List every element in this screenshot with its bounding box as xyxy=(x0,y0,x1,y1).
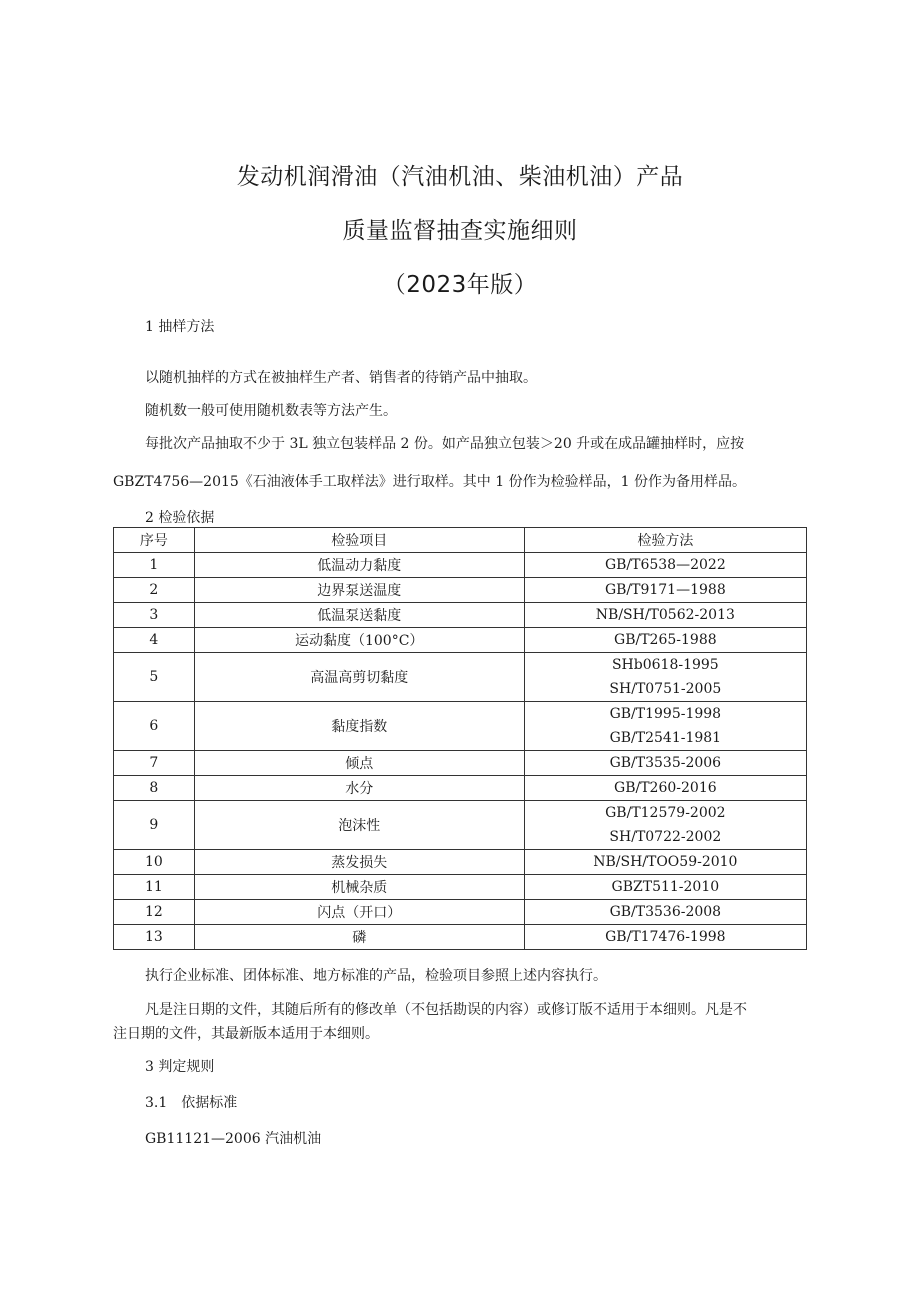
inspection-method-cell xyxy=(524,875,806,900)
table-row xyxy=(114,801,807,850)
row-number-cell: 13 xyxy=(114,925,195,950)
method-line: GB/T17476-1998 xyxy=(605,929,726,945)
inspection-method-cell xyxy=(524,850,806,875)
inspection-item-cell: 机械杂质 xyxy=(194,875,524,900)
inspection-item-cell: 蒸发损失 xyxy=(194,850,524,875)
inspection-item-cell: 倾点 xyxy=(194,751,524,776)
method-line: GB/T265-1988 xyxy=(614,632,717,648)
inspection-item-cell: 高温高剪切黏度 xyxy=(194,653,524,702)
inspection-item-cell: 低温动力黏度 xyxy=(194,553,524,578)
row-number-cell: 11 xyxy=(114,875,195,900)
section2-note2 xyxy=(113,1000,808,1044)
row-number-cell: 8 xyxy=(114,776,195,801)
method-line: GB/T1995-1998 xyxy=(609,706,722,722)
inspection-item-cell: 水分 xyxy=(194,776,524,801)
section3-heading: 3 判定规则 xyxy=(145,1059,215,1075)
method-line: GB/T9171—1988 xyxy=(604,582,726,598)
table-header-cell: 序号 xyxy=(114,528,195,553)
method-line: GB/T12579-2002 xyxy=(605,805,726,821)
row-number-cell: 1 xyxy=(114,553,195,578)
table-row xyxy=(114,751,807,776)
section1-paragraph3 xyxy=(113,434,808,492)
inspection-item-cell: 边界泵送温度 xyxy=(194,578,524,603)
row-number-cell: 7 xyxy=(114,751,195,776)
row-number-cell: 10 xyxy=(114,850,195,875)
table-header-cell: 检验方法 xyxy=(524,528,806,553)
method-line: GB/T260-2016 xyxy=(614,780,717,796)
table-row xyxy=(114,603,807,628)
inspection-item-cell: 泡沫性 xyxy=(194,801,524,850)
inspection-method-cell xyxy=(524,751,806,776)
section3-standard: GB11121—2006 汽油机油 xyxy=(145,1131,322,1147)
section1-paragraph1: 以随机抽样的方式在被抽样生产者、销售者的待销产品中抽取。 xyxy=(145,370,537,386)
table-header-cell: 检验项目 xyxy=(194,528,524,553)
method-line: GB/T6538—2022 xyxy=(604,557,726,573)
table-row xyxy=(114,628,807,653)
inspection-item-cell: 闪点（开口） xyxy=(194,900,524,925)
inspection-item-cell: 低温泵送黏度 xyxy=(194,603,524,628)
section2-note1: 执行企业标准、团体标准、地方标准的产品，检验项目参照上述内容执行。 xyxy=(145,968,607,984)
inspection-method-cell xyxy=(524,653,806,702)
table-row xyxy=(114,875,807,900)
method-line: NB/SH/TOO59-2010 xyxy=(593,854,738,870)
method-line: SH/T0722-2002 xyxy=(609,829,722,845)
section1-paragraph2: 随机数一般可使用随机数表等方法产生。 xyxy=(145,403,397,419)
row-number-cell: 12 xyxy=(114,900,195,925)
table-row xyxy=(114,850,807,875)
inspection-item-cell: 磷 xyxy=(194,925,524,950)
section1-heading: 1 抽样方法 xyxy=(145,319,215,335)
table-row xyxy=(114,702,807,751)
section1-paragraph3-line2: GBZT4756—2015《石油液体手工取样法》进行取样。其中 1 份作为检验样品，1 份作为备用样品。 xyxy=(113,474,746,490)
method-line: SH/T0751-2005 xyxy=(609,681,722,697)
section1-paragraph3-line1: 每批次产品抽取不少于 3L 独立包装样品 2 份。如产品独立包装＞20 升或在成品罐抽样时，应按 xyxy=(145,436,745,452)
inspection-method-cell xyxy=(524,702,806,751)
table-row xyxy=(114,900,807,925)
section2-heading: 2 检验依据 xyxy=(145,510,215,526)
table-header-row xyxy=(114,528,807,553)
inspection-method-cell xyxy=(524,553,806,578)
row-number-cell: 2 xyxy=(114,578,195,603)
method-line: GB/T3536-2008 xyxy=(609,904,722,920)
table-row xyxy=(114,578,807,603)
document-title-line2: 质量监督抽查实施细则 xyxy=(342,218,578,244)
row-number-cell: 6 xyxy=(114,702,195,751)
inspection-method-cell xyxy=(524,603,806,628)
document-title-line1: 发动机润滑油（汽油机油、柴油机油）产品 xyxy=(236,164,684,190)
row-number-cell: 4 xyxy=(114,628,195,653)
method-line: SHb0618-1995 xyxy=(611,657,719,673)
row-number-cell: 5 xyxy=(114,653,195,702)
inspection-method-cell xyxy=(524,900,806,925)
inspection-item-cell: 黏度指数 xyxy=(194,702,524,751)
document-title-edition: （2023年版） xyxy=(382,272,538,298)
inspection-method-cell xyxy=(524,776,806,801)
inspection-method-cell xyxy=(524,578,806,603)
row-number-cell: 3 xyxy=(114,603,195,628)
section3-subheading: 3.1 依据标准 xyxy=(145,1095,238,1111)
table-row xyxy=(114,553,807,578)
inspection-method-cell xyxy=(524,925,806,950)
table-body xyxy=(114,553,807,950)
section2-note2-line1: 凡是注日期的文件，其随后所有的修改单（不包括勘误的内容）或修订版不适用于本细则。凡是不 xyxy=(145,1002,747,1018)
row-number-cell: 9 xyxy=(114,801,195,850)
inspection-basis-table xyxy=(113,527,807,950)
table-row xyxy=(114,925,807,950)
table-row xyxy=(114,776,807,801)
method-line: GBZT511-2010 xyxy=(611,879,720,895)
inspection-item-cell: 运动黏度（100°C） xyxy=(194,628,524,653)
method-line: NB/SH/T0562-2013 xyxy=(595,607,735,623)
section2-note2-line2: 注日期的文件，其最新版本适用于本细则。 xyxy=(113,1026,379,1042)
inspection-method-cell xyxy=(524,801,806,850)
method-line: GB/T3535-2006 xyxy=(609,755,722,771)
inspection-method-cell xyxy=(524,628,806,653)
table-row xyxy=(114,653,807,702)
method-line: GB/T2541-1981 xyxy=(609,730,722,746)
